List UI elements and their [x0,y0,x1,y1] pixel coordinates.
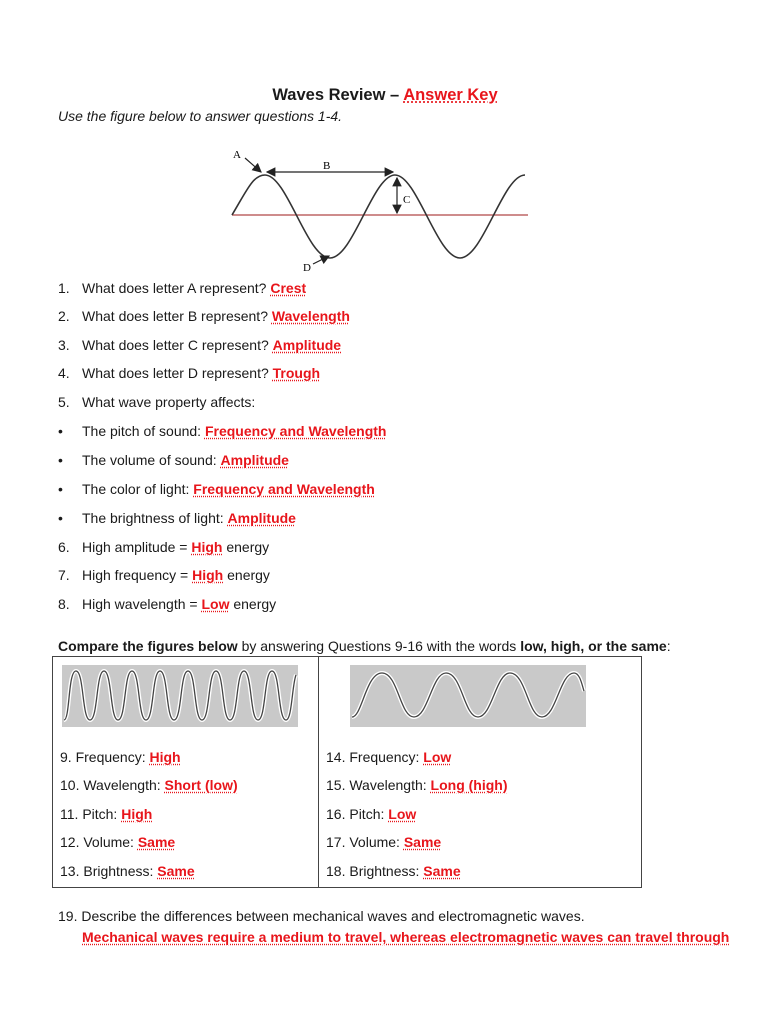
title-answer-key: Answer Key [403,86,498,104]
title-text: Waves Review – [272,86,404,104]
bullet-pitch: • The pitch of sound: Frequency and Wavelength [58,423,387,439]
question-7: 7. High frequency = High energy [58,567,270,583]
question-5: 5. What wave property affects: [58,394,256,410]
label-c: C [403,194,411,206]
bullet-brightness: • The brightness of light: Amplitude [58,510,296,526]
label-d: D [303,262,311,274]
question-4: 4. What does letter D represent? Trough [58,365,321,381]
answer-color: Frequency and Wavelength [193,481,375,497]
answer-19: Mechanical waves require a medium to travel, whereas electromagnetic waves can travel through [82,929,730,945]
answer-brightness: Amplitude [227,510,296,526]
label-a: A [233,149,241,161]
wave-diagram [225,140,535,275]
answer-volume: Amplitude [220,452,289,468]
page-title [0,86,770,105]
question-1: 1. What does letter A represent? Crest [58,280,307,296]
low-frequency-wave [350,665,586,727]
crest-pointer [245,158,261,172]
question-2: 2. What does letter B represent? Wavelength [58,308,350,324]
left-row-pitch: 11. Pitch: High [60,806,153,822]
label-b: B [323,160,331,172]
instruction-text: Use the figure below to answer questions 1-4. [58,108,343,124]
left-row-brightness: 13. Brightness: Same [60,863,195,879]
right-row-brightness: 18. Brightness: Same [326,863,461,879]
high-frequency-wave [62,665,298,727]
sine-wave [232,175,525,258]
question-6: 6. High amplitude = High energy [58,539,270,555]
right-row-pitch: 16. Pitch: Low [326,806,417,822]
answer-8: Low [201,596,230,612]
left-row-frequency: 9. Frequency: High [60,749,181,765]
trough-pointer [313,256,329,264]
left-row-volume: 12. Volume: Same [60,834,176,850]
table-divider [318,656,319,888]
answer-1: Crest [270,280,307,296]
compare-instruction: Compare the figures below by answering Questions 9-16 with the words low, high, or the same: [58,638,671,654]
answer-2: Wavelength [271,308,350,324]
bullet-color: • The color of light: Frequency and Wavelength [58,481,375,497]
right-row-volume: 17. Volume: Same [326,834,442,850]
question-19: 19. Describe the differences between mechanical waves and electromagnetic waves. [58,908,585,924]
question-8: 8. High wavelength = Low energy [58,596,277,612]
right-row-frequency: 14. Frequency: Low [326,749,452,765]
right-row-wavelength: 15. Wavelength: Long (high) [326,777,508,793]
answer-3: Amplitude [272,337,342,353]
answer-6: High [191,539,223,555]
answer-7: High [192,567,224,583]
left-row-wavelength: 10. Wavelength: Short (low) [60,777,238,793]
answer-4: Trough [272,365,321,381]
answer-pitch: Frequency and Wavelength [204,423,387,439]
bullet-volume: • The volume of sound: Amplitude [58,452,289,468]
question-3: 3. What does letter C represent? Amplitude [58,337,342,353]
